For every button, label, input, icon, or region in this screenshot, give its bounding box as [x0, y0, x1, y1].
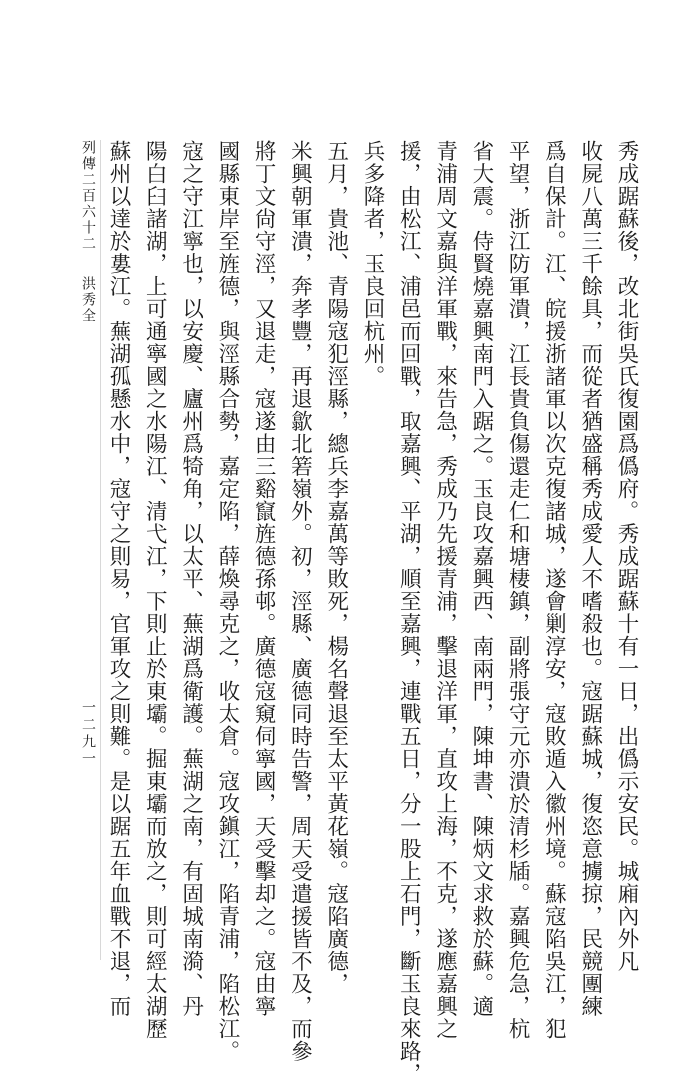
running-header [78, 140, 98, 990]
text-column: 五月，貴池、青陽寇犯涇縣，總兵李嘉萬等敗死，楊名聲退至太平黃花嶺。寇陷廣德， [323, 140, 349, 995]
text-column: 蘇州以達於婁江。蕪湖孤懸水中，寇守之則易，官軍攻之則難。是以踞五年血戰不退，而 [106, 140, 131, 1018]
text-column: 寇之守江寧也，以安慶、廬州爲犄角，以太平、蕪湖爲衛護。蕪湖之南，有固城南漪、丹 [178, 140, 204, 1018]
text-column: 陽白臼諸湖，上可通寧國之水陽江、清弋江，下則止於東壩。掘東壩而放之，則可經太湖歷 [142, 140, 168, 1040]
text-column: 國縣東岸至旌德，與涇縣合勢，嘉定陷，薛煥尋克之，收太倉。寇攻鎭江，陷青浦，陷松江。 [214, 140, 240, 1063]
text-column: 秀成踞蘇後，改北街吳氏復園爲僞府。秀成踞蘇十有一日，出僞示安民。城廂內外凡 [614, 140, 639, 973]
text-column: 青浦周文嘉與洋軍戰，來告急，秀成乃先援青浦，擊退洋軍，直攻上海，不克，遂應嘉興之 [432, 140, 458, 1040]
text-column: 爲自保計。江、皖援浙諸軍以次克復諸城，遂會剿淳安，寇敗遁入徽州境。蘇寇陷吳江，犯 [541, 140, 567, 1040]
book-title: 列傳二百六十二 [80, 140, 96, 252]
gutter-rule [100, 140, 101, 960]
page-number: 一二九一 [80, 700, 96, 768]
text-column: 援，由松江、浦邑而回戰，取嘉興、平湖，順至嘉興，連戰五日，分一股上石門，斷玉良來路， [396, 140, 422, 1085]
text-column: 兵多降者，玉良回杭州。 [360, 140, 385, 388]
text-column: 將丁文尙守涇，又退走，寇遂由三谿竄旌德孫邨。廣德寇窺伺寧國，天受擊却之。寇由寧 [251, 140, 277, 1018]
text-column: 收屍八萬三千餘具，而從者猶盛稱秀成愛人不嗜殺也。寇踞蘇城，復恣意擄掠，民競團練 [577, 140, 603, 1018]
chapter-title: 洪秀全 [80, 276, 96, 324]
text-column: 平望，浙江防軍潰，江長貴負傷還走仁和塘棲鎮，副將張守元亦潰於清杉牐。嘉興危急，杭 [505, 140, 531, 1040]
text-column: 米興朝軍潰，奔孝豐，再退歙北箬嶺外。初，涇縣、廣德同時告警，周天受遣援皆不及，而參 [287, 140, 313, 1063]
text-column: 省大震。侍賢燒嘉興南門入踞之。玉良攻嘉興西、南兩門，陳坤書、陳炳文求救於蘇。適 [468, 140, 494, 1018]
